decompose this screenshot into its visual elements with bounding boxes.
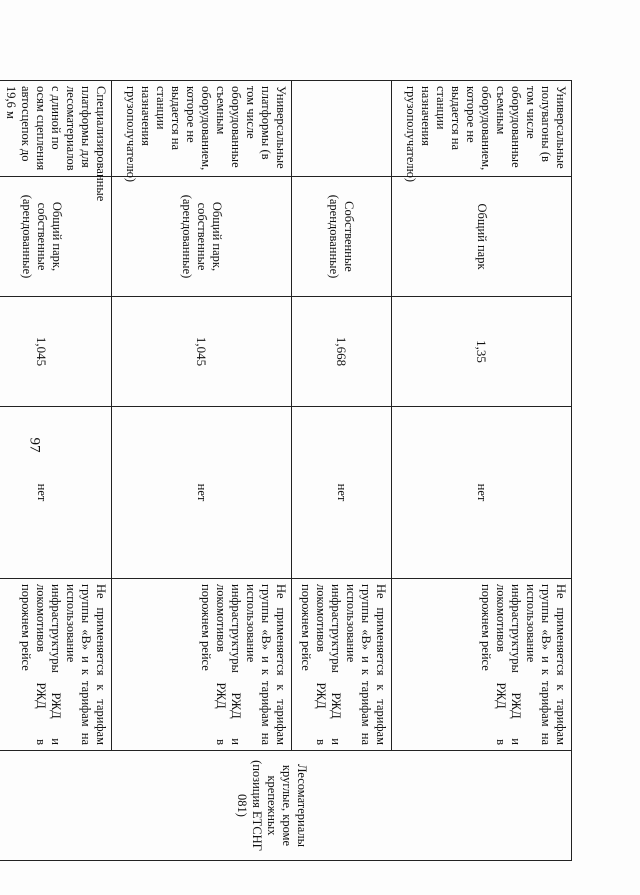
note-cell: Не применяется к тарифам группы «В» и к тарифам на использование инфраструктуры РЖД и локомотивов РЖД в порожнем рейсе: [112, 579, 292, 751]
cargo-type-cell: [292, 81, 392, 177]
flag-cell: нет: [292, 407, 392, 579]
flag-cell: нет: [0, 407, 112, 579]
table-row: [392, 81, 572, 861]
coefficient-cell: 1,35: [392, 297, 572, 407]
cargo-type-cell: Универсальные платформы (в том числе оборудованные съемным оборудованием, которое не выдается на станции назначения грузополучателю): [112, 81, 292, 177]
coefficient-cell: 1,045: [112, 297, 292, 407]
park-cell: Общий парк: [392, 177, 572, 297]
page-number: 97: [26, 437, 43, 453]
coefficient-cell: 1,668: [292, 297, 392, 407]
cargo-cell: Лесоматериалы круглые, кроме крепежных (позиция ЕТСНГ 081): [0, 751, 572, 861]
table-row: [0, 81, 112, 861]
park-cell: Общий парк, собственные (арендованные): [0, 177, 112, 297]
park-cell: Общий парк, собственные (арендованные): [112, 177, 292, 297]
note-cell: Не применяется к тарифам группы «В» и к тарифам на использование инфраструктуры РЖД и локомотивов РЖД в порожнем рейсе: [0, 579, 112, 751]
tariff-table: [0, 80, 572, 861]
note-cell: Не применяется к тарифам группы «В» и к тарифам на использование инфраструктуры РЖД и локомотивов РЖД в порожнем рейсе: [392, 579, 572, 751]
table-row: [112, 81, 292, 861]
flag-cell: нет: [112, 407, 292, 579]
flag-cell: нет: [392, 407, 572, 579]
cargo-type-cell: Специализированные платформы для лесоматериалов с длиной по осям сцепления автосцепок до 19,6 м: [0, 81, 112, 177]
table-row: [292, 81, 392, 861]
park-cell: Собственные (арендованные): [292, 177, 392, 297]
note-cell: Не применяется к тарифам группы «В» и к тарифам на использование инфраструктуры РЖД и локомотивов РЖД в порожнем рейсе: [292, 579, 392, 751]
coefficient-cell: 1,045: [0, 297, 112, 407]
cargo-type-cell: Универсальные полувагоны (в том числе оборудованные съемным оборудованием, которое не выдается на станции назначения грузополучателю): [392, 81, 572, 177]
